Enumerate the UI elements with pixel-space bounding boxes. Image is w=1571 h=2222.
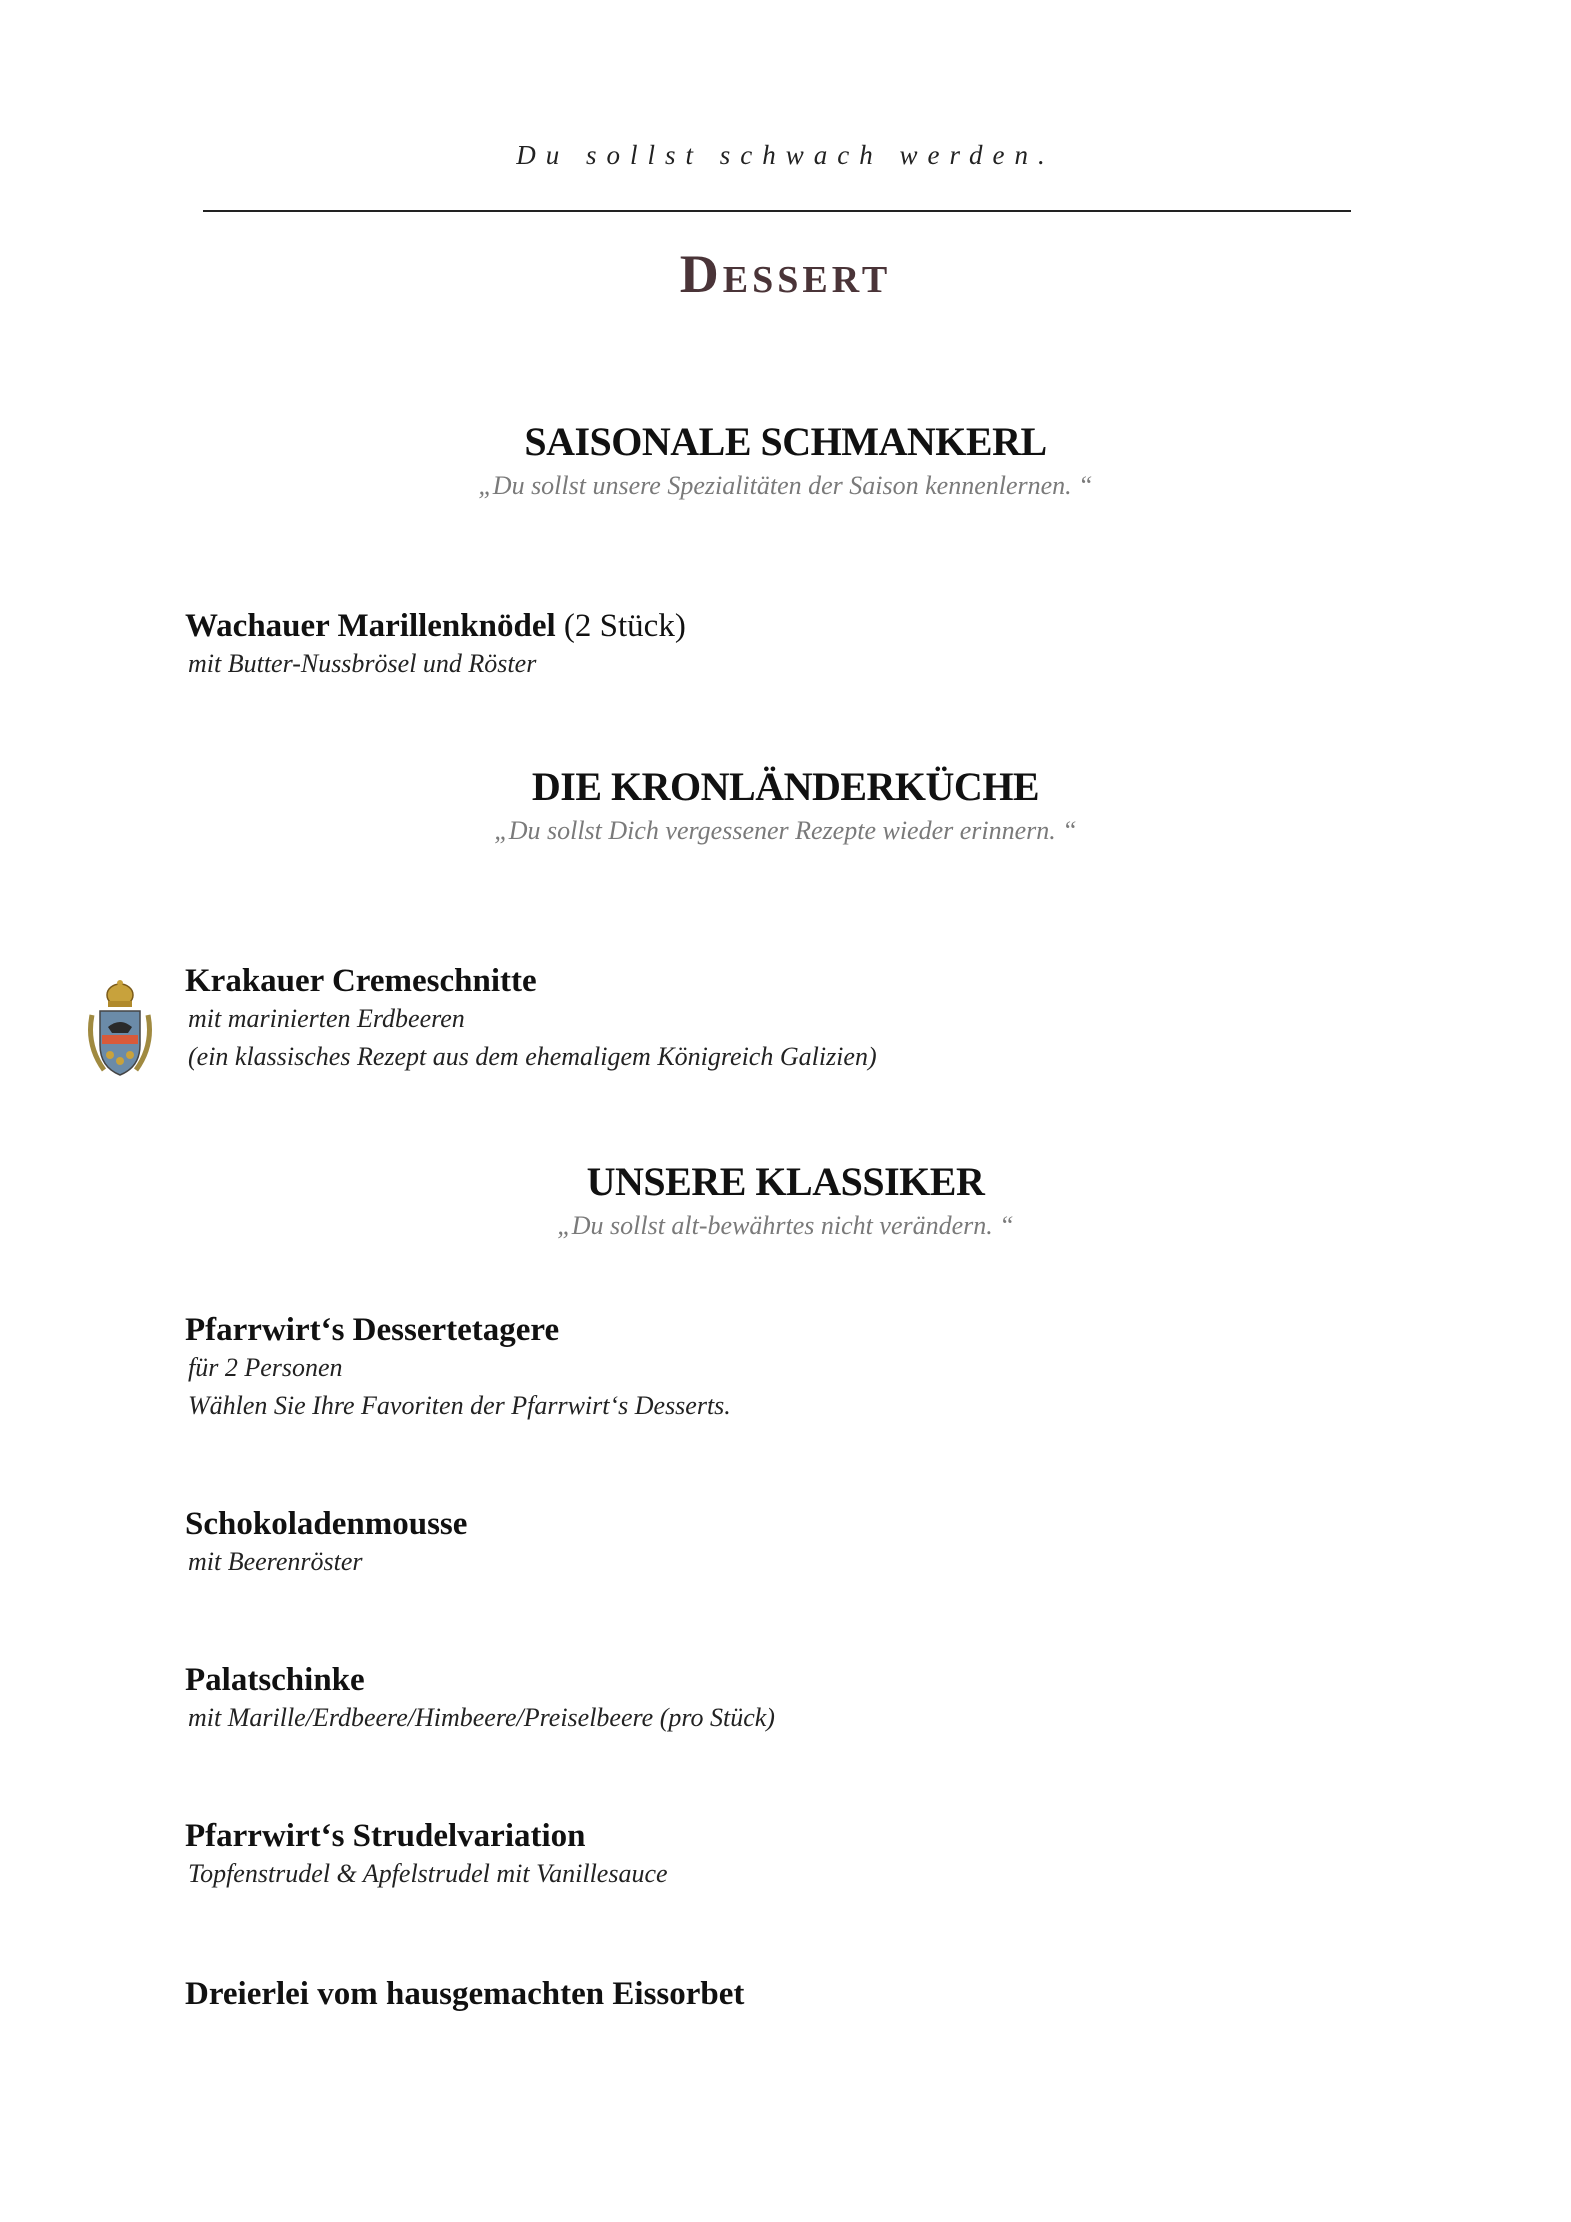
- menu-item-dessertetagere: [185, 1312, 731, 1425]
- section-quote: „Du sollst unsere Spezialitäten der Saison kennenlernen. “: [478, 471, 1093, 500]
- galicia-coat-of-arms-icon: [82, 975, 158, 1085]
- section-title: UNSERE KLASSIKER: [586, 1159, 985, 1204]
- item-name: Pfarrwirt‘s Dessertetagere: [185, 1312, 560, 1348]
- section-quote: „Du sollst Dich vergessener Rezepte wieder erinnern. “: [494, 816, 1077, 845]
- page-tagline: Du sollst schwach werden.: [516, 140, 1055, 170]
- section-unsere-klassiker: [0, 1158, 1571, 1241]
- menu-item-schokoladenmousse: [185, 1506, 467, 1581]
- section-quote: „Du sollst alt-bewährtes nicht verändern. “: [557, 1211, 1014, 1240]
- section-kronlaenderkueche: [0, 763, 1571, 846]
- menu-item-eissorbet: [185, 1976, 744, 2013]
- item-description: mit marinierten Erdbeeren: [188, 1004, 465, 1033]
- item-name: Schokoladenmousse: [185, 1506, 468, 1542]
- item-description: für 2 Personen: [188, 1353, 343, 1382]
- menu-item-krakauer-cremeschnitte: [185, 963, 877, 1076]
- item-name: Palatschinke: [185, 1662, 365, 1698]
- item-description: mit Butter-Nussbrösel und Röster: [188, 649, 537, 678]
- section-title: DIE KRONLÄNDERKÜCHE: [531, 764, 1040, 809]
- item-description: Topfenstrudel & Apfelstrudel mit Vanillesauce: [188, 1859, 668, 1888]
- item-description: Wählen Sie Ihre Favoriten der Pfarrwirt‘s Desserts.: [188, 1391, 731, 1420]
- page-title: Dessert: [679, 244, 892, 304]
- item-description: mit Marille/Erdbeere/Himbeere/Preiselbeere (pro Stück): [188, 1703, 775, 1732]
- header-divider: [203, 210, 1351, 212]
- menu-item-strudelvariation: [185, 1818, 668, 1893]
- item-portion: (2 Stück): [555, 608, 686, 644]
- section-saisonale-schmankerl: [0, 418, 1571, 501]
- section-title: SAISONALE SCHMANKERL: [524, 419, 1047, 464]
- item-name: Wachauer Marillenknödel (2 Stück): [185, 608, 686, 644]
- item-name: Pfarrwirt‘s Strudelvariation: [185, 1818, 586, 1854]
- item-name: Dreierlei vom hausgemachten Eissorbet: [185, 1976, 745, 2012]
- item-description: mit Beerenröster: [188, 1547, 363, 1576]
- item-description: (ein klassisches Rezept aus dem ehemaligem Königreich Galizien): [188, 1042, 877, 1071]
- menu-item-marillenknoedel: [185, 608, 686, 683]
- item-name: Krakauer Cremeschnitte: [185, 963, 537, 999]
- menu-item-palatschinke: [185, 1662, 775, 1737]
